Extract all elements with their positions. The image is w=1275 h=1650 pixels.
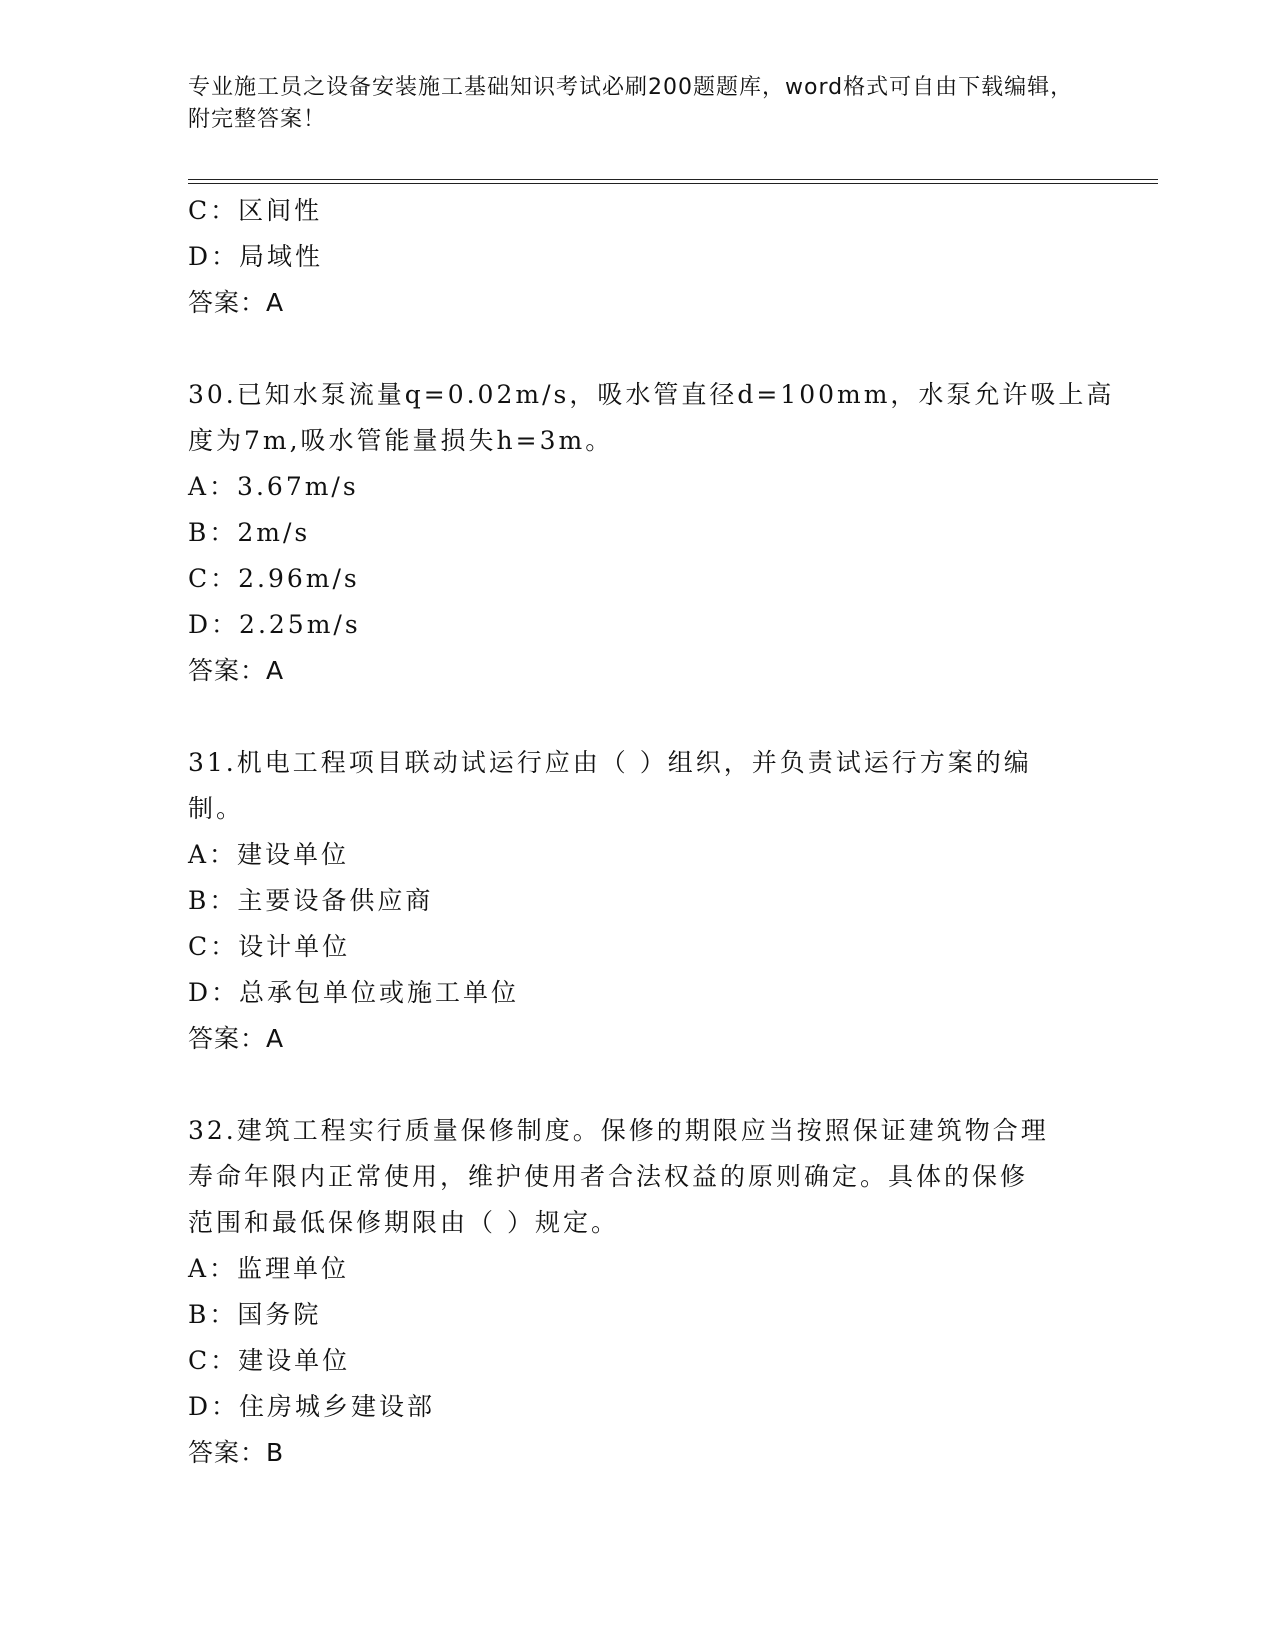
option-a: A：监理单位 bbox=[188, 1254, 350, 1283]
question-text: 32.建筑工程实行质量保修制度。保修的期限应当按照保证建筑物合理 bbox=[188, 1116, 1049, 1145]
answer-line: 答案：A bbox=[188, 656, 285, 685]
question-block-29 bbox=[188, 188, 1088, 326]
question-text: 度为7m,吸水管能量损失h=3m。 bbox=[188, 426, 614, 455]
question-text: 30.已知水泵流量q=0.02m/s，吸水管直径d=100mm，水泵允许吸上高 bbox=[188, 380, 1115, 409]
option-c: C：设计单位 bbox=[188, 932, 351, 961]
option-d: D：住房城乡建设部 bbox=[188, 1392, 436, 1421]
option-d: D：局域性 bbox=[188, 242, 324, 271]
question-block-31 bbox=[188, 740, 1088, 1062]
header-divider-bottom bbox=[188, 183, 1158, 184]
option-d: D：总承包单位或施工单位 bbox=[188, 978, 520, 1007]
option-c: C：建设单位 bbox=[188, 1346, 351, 1375]
block-spacer bbox=[188, 1062, 1088, 1108]
header-divider-top bbox=[188, 179, 1158, 180]
option-a: A：建设单位 bbox=[188, 840, 350, 869]
option-c: C：区间性 bbox=[188, 196, 323, 225]
answer-line: 答案：A bbox=[188, 288, 285, 317]
option-c: C：2.96m/s bbox=[188, 564, 360, 593]
question-text: 制。 bbox=[188, 794, 245, 823]
document-header bbox=[188, 72, 1088, 136]
option-a: A：3.67m/s bbox=[188, 472, 359, 501]
answer-line: 答案：B bbox=[188, 1438, 285, 1467]
block-spacer bbox=[188, 694, 1088, 740]
option-b: B：国务院 bbox=[188, 1300, 322, 1329]
question-text: 寿命年限内正常使用，维护使用者合法权益的原则确定。具体的保修 bbox=[188, 1162, 1029, 1191]
question-text: 范围和最低保修期限由（ ）规定。 bbox=[188, 1208, 619, 1237]
option-b: B：2m/s bbox=[188, 518, 311, 547]
header-title: 专业施工员之设备安装施工基础知识考试必刷200题题库，word格式可自由下载编辑，附完整答案！ bbox=[188, 75, 1074, 132]
block-spacer bbox=[188, 326, 1088, 372]
question-list bbox=[188, 188, 1115, 1476]
question-block-32 bbox=[188, 1108, 1088, 1476]
answer-line: 答案：A bbox=[188, 1024, 285, 1053]
question-block-30 bbox=[188, 372, 1115, 694]
question-text: 31.机电工程项目联动试运行应由（ ）组织，并负责试运行方案的编 bbox=[188, 748, 1032, 777]
option-d: D：2.25m/s bbox=[188, 610, 361, 639]
option-b: B：主要设备供应商 bbox=[188, 886, 434, 915]
